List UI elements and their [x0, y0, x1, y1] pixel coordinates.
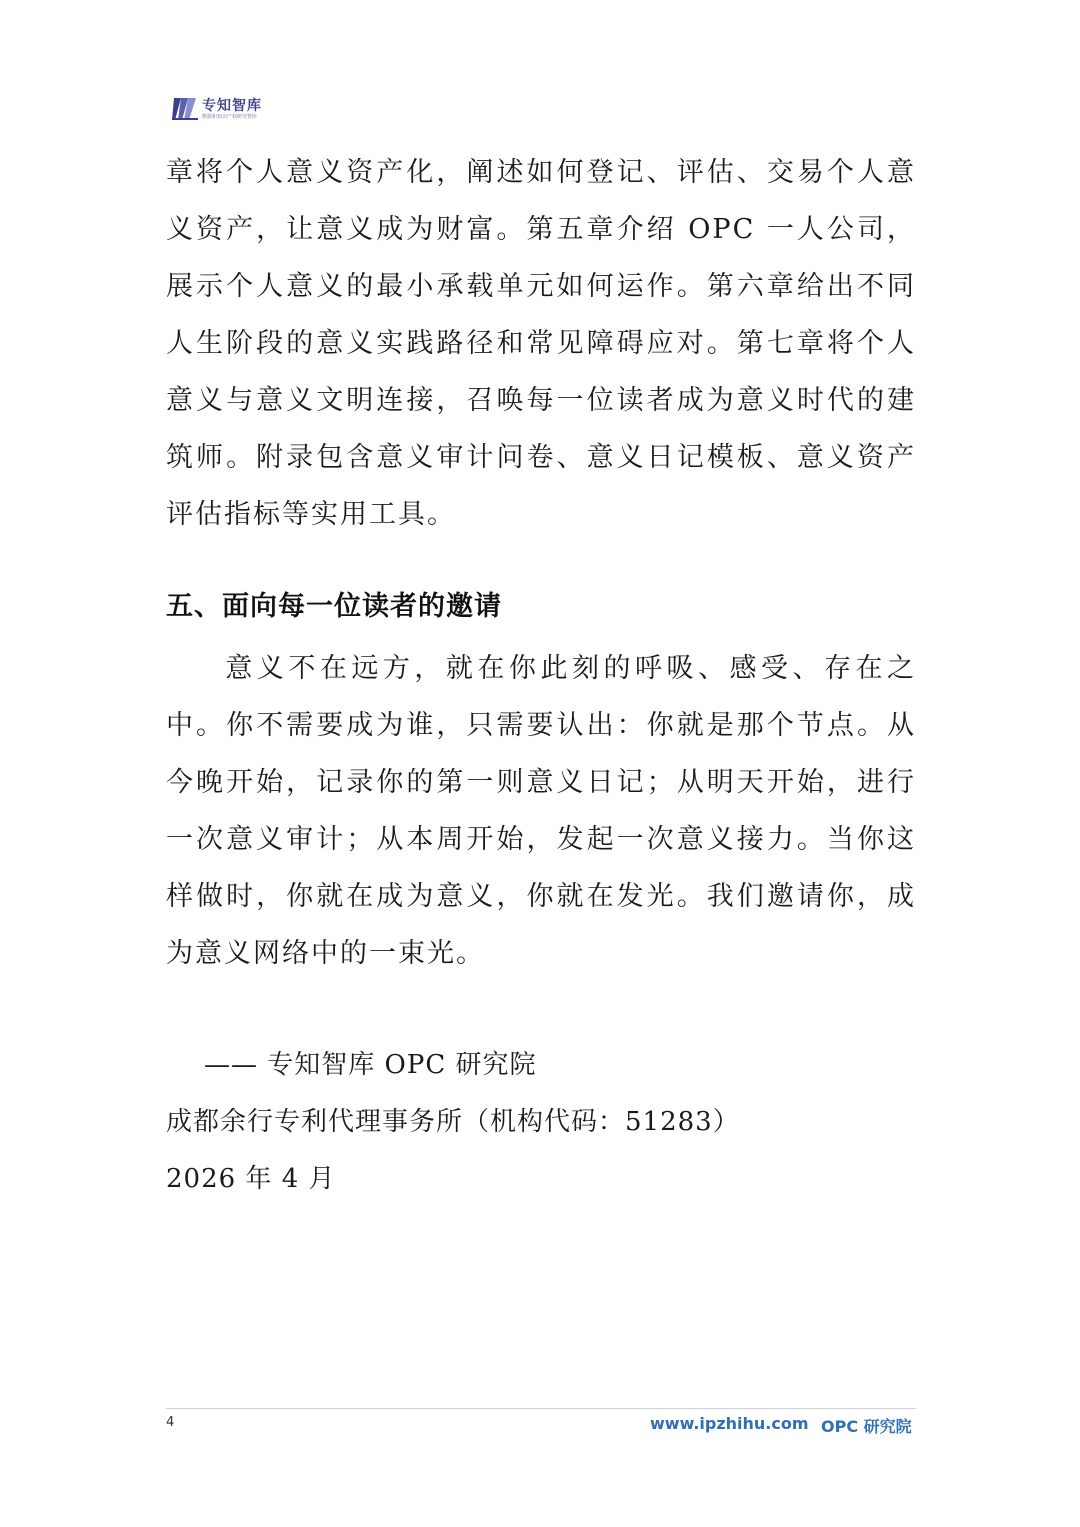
footer-website-link[interactable]: www.ipzhihu.com: [650, 1414, 809, 1433]
header-logo: [172, 96, 262, 122]
logo-subtitle: 数据和知识产权研究智库: [202, 113, 258, 120]
zhizhi-logo-icon: [172, 96, 198, 122]
footer-divider: [166, 1408, 916, 1409]
paragraph-chapter-overview: 章将个人意义资产化，阐述如何登记、评估、交易个人意义资产，让意义成为财富。第五章介绍 OPC 一人公司，展示个人意义的最小承载单元如何运作。第六章给出不同人生阶段的意义实践路径和常见障碍应对。第七章将个人意义与意义文明连接，召唤每一位读者成为意义时代的建筑师。附录包含意义审计问卷、意义日记模板、意义资产评估指标等实用工具。: [166, 157, 916, 530]
page-number: 4: [166, 1415, 175, 1430]
signature-organization: 成都余行专利代理事务所（机构代码：51283）: [166, 1107, 740, 1137]
section-heading: 五、面向每一位读者的邀请: [166, 591, 502, 622]
signature-author: —— 专知智库 OPC 研究院: [204, 1050, 537, 1080]
footer-organization: OPC 研究院: [821, 1417, 912, 1436]
paragraph-invitation: 意义不在远方，就在你此刻的呼吸、感受、存在之中。你不需要成为谁，只需要认出：你就是那个节点。从今晚开始，记录你的第一则意义日记；从明天开始，进行一次意义审计；从本周开始，发起一次意义接力。当你这样做时，你就在成为意义，你就在发光。我们邀请你，成为意义网络中的一束光。: [166, 653, 916, 969]
logo-name: 专知智库: [202, 97, 262, 114]
signature-date: 2026 年 4 月: [166, 1164, 336, 1194]
document-body: [166, 144, 916, 1208]
signature-block: [166, 1037, 916, 1208]
